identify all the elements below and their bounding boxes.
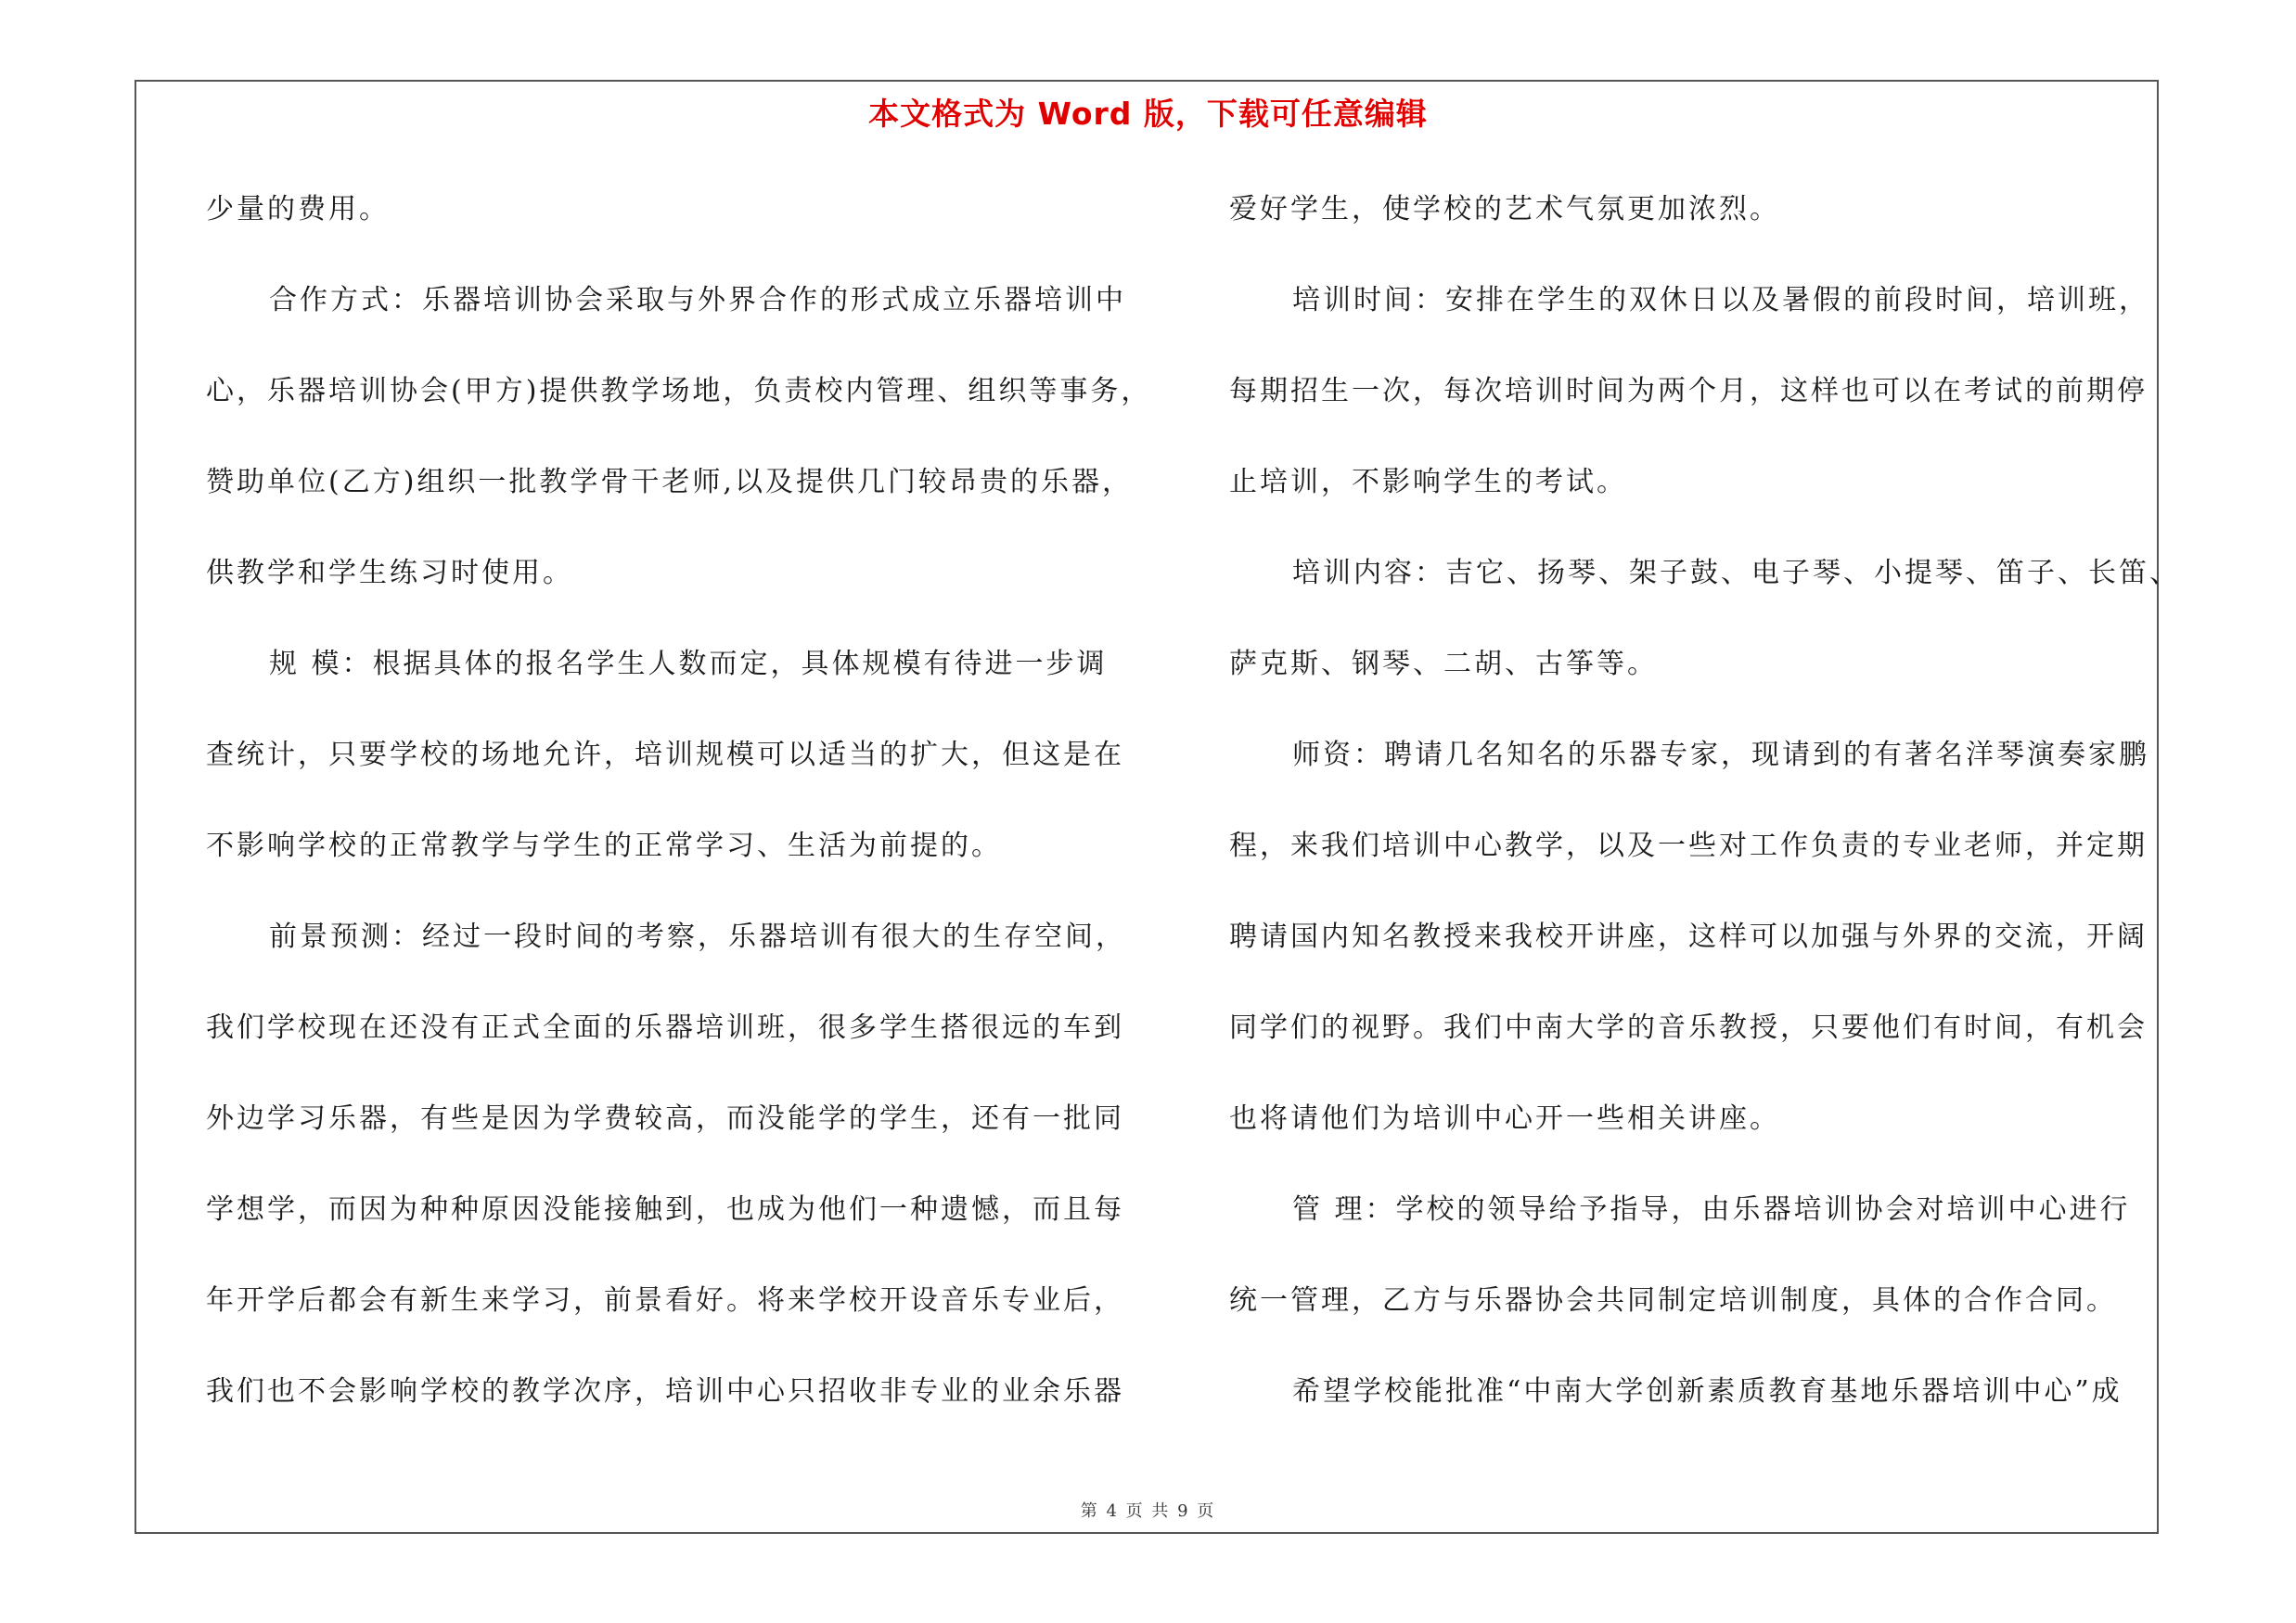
paragraph-line: 也将请他们为培训中心开一些相关讲座。 xyxy=(1229,1102,1780,1135)
paragraph-line: 前景预测：经过一段时间的考察，乐器培训有很大的生存空间， xyxy=(269,921,1126,953)
paragraph-line: 程，来我们培训中心教学，以及一些对工作负责的专业老师，并定期 xyxy=(1229,830,2148,862)
paragraph-line: 管 理：学校的领导给予指导，由乐器培训协会对培训中心进行 xyxy=(1292,1193,2131,1226)
paragraph-line: 年开学后都会有新生来学习，前景看好。将来学校开设音乐专业后， xyxy=(206,1284,1124,1317)
paragraph-line: 少量的费用。 xyxy=(206,193,390,225)
paragraph-line: 赞助单位(乙方)组织一批教学骨干老师,以及提供几门较昂贵的乐器， xyxy=(206,466,1133,498)
paragraph-line: 供教学和学生练习时使用。 xyxy=(206,557,573,589)
paragraph-line: 我们也不会影响学校的教学次序，培训中心只招收非专业的业余乐器 xyxy=(206,1375,1124,1408)
paragraph-line: 爱好学生，使学校的艺术气氛更加浓烈。 xyxy=(1229,193,1780,225)
paragraph-line: 外边学习乐器，有些是因为学费较高，而没能学的学生，还有一批同 xyxy=(206,1102,1124,1135)
paragraph-line: 希望学校能批准“中南大学创新素质教育基地乐器培训中心”成 xyxy=(1292,1375,2123,1408)
paragraph-line: 萨克斯、钢琴、二胡、古筝等。 xyxy=(1229,648,1658,680)
paragraph-line: 同学们的视野。我们中南大学的音乐教授，只要他们有时间，有机会 xyxy=(1229,1011,2148,1044)
paragraph-line: 合作方式：乐器培训协会采取与外界合作的形式成立乐器培训中 xyxy=(269,284,1126,316)
paragraph-line: 止培训，不影响学生的考试。 xyxy=(1229,466,1627,498)
paragraph-line: 规 模：根据具体的报名学生人数而定，具体规模有待进一步调 xyxy=(269,648,1108,680)
paragraph-line: 查统计，只要学校的场地允许，培训规模可以适当的扩大，但这是在 xyxy=(206,739,1124,771)
paragraph-line: 学想学，而因为种种原因没能接触到，也成为他们一种遗憾，而且每 xyxy=(206,1193,1124,1226)
paragraph-line: 统一管理，乙方与乐器协会共同制定培训制度，具体的合作合同。 xyxy=(1229,1284,2117,1317)
paragraph-line: 不影响学校的正常教学与学生的正常学习、生活为前提的。 xyxy=(206,830,1002,862)
paragraph-line: 师资：聘请几名知名的乐器专家，现请到的有著名洋琴演奏家鹏 xyxy=(1292,739,2149,771)
left-column xyxy=(206,182,1152,1455)
paragraph-line: 聘请国内知名教授来我校开讲座，这样可以加强与外界的交流，开阔 xyxy=(1229,921,2148,953)
paragraph-line: 我们学校现在还没有正式全面的乐器培训班，很多学生搭很远的车到 xyxy=(206,1011,1124,1044)
page-number: 第 4 页 共 9 页 xyxy=(1080,1501,1216,1521)
paragraph-line: 每期招生一次，每次培训时间为两个月，这样也可以在考试的前期停 xyxy=(1229,375,2148,407)
header-title: 本文格式为 Word 版，下载可任意编辑 xyxy=(868,96,1428,132)
paragraph-line: 培训内容：吉它、扬琴、架子鼓、电子琴、小提琴、笛子、长笛、 xyxy=(1292,557,2180,589)
paragraph-line: 培训时间：安排在学生的双休日以及暑假的前段时间，培训班， xyxy=(1292,284,2149,316)
right-column xyxy=(1229,182,2180,1455)
paragraph-line: 心，乐器培训协会(甲方)提供教学场地，负责校内管理、组织等事务， xyxy=(206,375,1152,407)
